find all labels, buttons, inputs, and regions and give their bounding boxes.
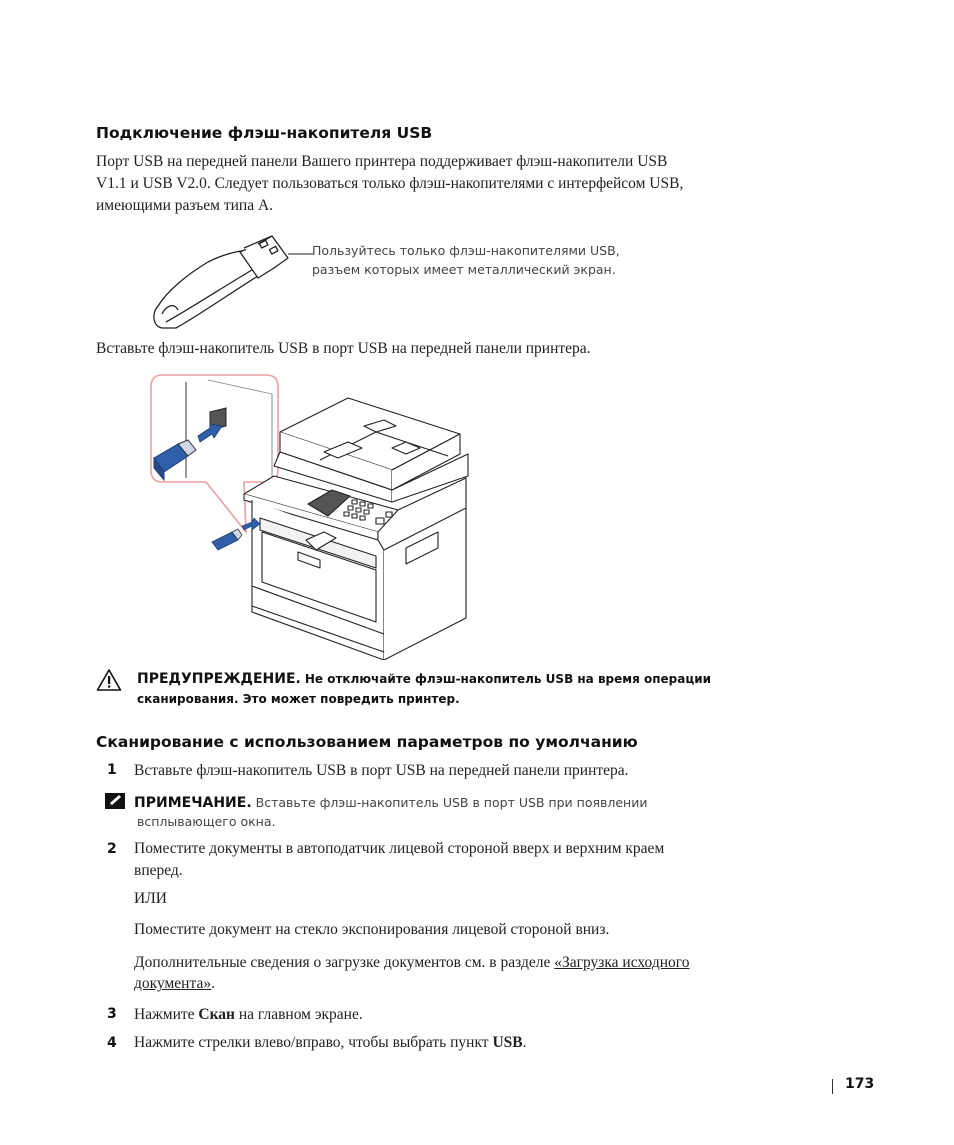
step-2-text [134,838,664,882]
step-2-alt: Поместите документ на стекло экспонирования лицевой стороной вниз. [134,921,610,938]
note-text-1: Вставьте флэш-накопитель USB в порт USB при появлении [255,795,648,810]
section-heading-usb-connect: Подключение флэш-накопителя USB [96,124,433,142]
step-4-usb: USB [492,1034,523,1051]
note-pencil-icon [104,792,126,810]
reference-link-part2[interactable]: документа» [134,975,212,992]
step-number-3: 3 [107,1006,117,1022]
step-4-suffix: . [522,1034,527,1051]
warning-text-1: Не отключайте флэш-накопитель USB на время операции [304,672,712,686]
usb-callout [312,241,620,279]
step-3-suffix: на главном экране. [235,1006,363,1023]
reference-link-part1[interactable]: «Загрузка исходного [554,954,690,971]
step-4-text [134,1032,526,1054]
step-4-prefix: Нажмите стрелки влево/вправо, чтобы выбрать пункт [134,1034,493,1051]
step-2-line-1: Поместите документы в автоподатчик лицевой стороной вверх и верхним краем [134,840,665,857]
usb-drive-small-icon [212,529,242,550]
step-number-4: 4 [107,1035,117,1051]
warning-block [137,670,711,688]
intro-paragraph [96,151,683,217]
note-label: ПРИМЕЧАНИЕ. [134,795,252,811]
footer-divider [832,1079,833,1094]
step-1-text: Вставьте флэш-накопитель USB в порт USB на передней панели принтера. [134,762,629,779]
step-3-text [134,1004,363,1026]
section-heading-default-scan: Сканирование с использованием параметров по умолчанию [96,733,638,751]
step-2-or: ИЛИ [134,890,167,907]
note-text-2: всплывающего окна. [137,814,276,829]
warning-label: ПРЕДУПРЕЖДЕНИЕ. [137,671,301,687]
step-3-prefix: Нажмите [134,1006,199,1023]
reference-suffix: . [211,975,215,992]
step-2-line-2: вперед. [134,862,183,879]
step-number-2: 2 [107,841,117,857]
insert-instruction: Вставьте флэш-накопитель USB в порт USB на передней панели принтера. [96,340,591,357]
warning-text-2: сканирования. Это может повредить принтер. [137,692,460,706]
printer-usb-port-illustration [148,372,478,660]
usb-flash-drive-illustration [148,228,318,332]
intro-line-3: имеющими разъем типа A. [96,197,274,214]
warning-triangle-icon [96,668,122,692]
usb-callout-line-1: Пользуйтесь только флэш-накопителями USB, [312,243,620,258]
intro-line-2: V1.1 и USB V2.0. Следует пользоваться только флэш-накопителями с интерфейсом USB, [96,175,684,192]
note-block [134,793,647,812]
intro-line-1: Порт USB на передней панели Вашего принтера поддерживает флэш-накопители USB [96,153,668,170]
reference-prefix: Дополнительные сведения о загрузке документов см. в разделе [134,954,555,971]
step-3-scan-key: Скан [198,1006,235,1023]
step-2-reference [134,952,690,974]
step-2-reference-cont [134,973,215,995]
step-number-1: 1 [107,762,117,778]
usb-callout-line-2: разъем которых имеет металлический экран. [312,262,616,277]
page-number: 173 [845,1076,875,1092]
